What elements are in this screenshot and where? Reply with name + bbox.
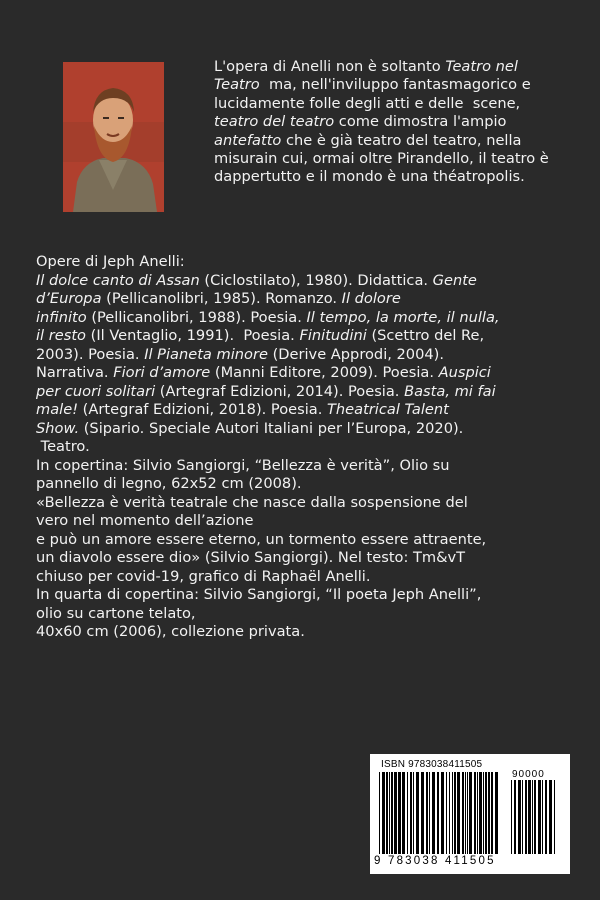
intro-text-1: L'opera di Anelli non è soltanto: [214, 58, 446, 75]
author-portrait: [63, 62, 164, 212]
work-title: d’Europa: [36, 290, 102, 307]
work-text: «Bellezza è verità teatrale che nasce dalla sospensione del: [36, 493, 468, 511]
works-line: [36, 420, 576, 439]
work-text: chiuso per covid-19, grafico di Raphaël Anelli.: [36, 567, 371, 585]
work-text: Narrativa.: [36, 364, 114, 381]
works-line: [36, 494, 576, 513]
works-line: [36, 290, 576, 309]
work-text: pannello di legno, 62x52 cm (2008).: [36, 475, 302, 492]
work-text: olio su cartone telato,: [36, 604, 196, 622]
intro-text-7: che è già teatro del teatro, nella misurain cui, ormai oltre Pirandello, il teatro è dappertutto e il mondo è una théatropolis.: [214, 131, 554, 186]
work-title: infinito: [36, 308, 87, 326]
works-list: [36, 253, 576, 642]
work-title: Basta, mi fai: [404, 382, 496, 400]
intro-text-6: antefatto: [214, 131, 282, 149]
work-title: Show.: [36, 419, 80, 437]
work-text: un diavolo essere dio» (Silvio Sangiorgi). Nel testo: Tm&vT: [36, 549, 466, 566]
work-title: Auspici: [438, 364, 491, 381]
work-text: 40x60 cm (2006), collezione privata.: [36, 623, 305, 640]
works-line: [36, 272, 576, 291]
work-text: (Artegraf Edizioni, 2018). Poesia.: [78, 401, 327, 418]
works-line: [36, 475, 576, 494]
work-text: (Pellicanolibri, 1988). Poesia.: [86, 308, 307, 326]
work-title: Theatrical Talent: [327, 401, 449, 418]
work-title: per cuori solitari: [36, 382, 156, 400]
works-line: [36, 253, 576, 272]
barcode-addon-bars: [510, 780, 558, 854]
works-line: [36, 568, 576, 587]
work-title: Gente: [432, 271, 477, 289]
works-line: [36, 309, 576, 328]
work-text: e può un amore essere eterno, un tormento essere attraente,: [36, 530, 487, 548]
intro-text-5: come dimostra l'ampio: [334, 113, 512, 131]
work-text: (Manni Editore, 2009). Poesia.: [210, 364, 439, 381]
works-line: [36, 346, 576, 365]
work-title: Il tempo, la morte, il nulla,: [306, 308, 500, 326]
work-text: (Derive Approdi, 2004).: [267, 345, 444, 363]
work-title: Finitudini: [299, 327, 367, 344]
intro-text-2: Teatro nel Teatro: [214, 58, 523, 94]
work-text: Teatro.: [36, 438, 90, 455]
work-title: il resto: [36, 327, 86, 344]
work-text: (Ciclostilato), 1980). Didattica.: [199, 271, 433, 289]
work-text: In quarta di copertina: Silvio Sangiorgi, “Il poeta Jeph Anelli”,: [36, 586, 482, 603]
work-title: Il dolce canto di Assan: [36, 271, 200, 289]
work-text: (Sipario. Speciale Autori Italiani per l’Europa, 2020).: [79, 419, 464, 437]
work-text: vero nel momento dell’azione: [36, 512, 254, 529]
work-text: In copertina: Silvio Sangiorgi, “Bellezza è verità”, Olio su: [36, 456, 450, 474]
work-text: Opere di Jeph Anelli:: [36, 253, 185, 270]
work-text: 2003). Poesia.: [36, 345, 145, 363]
barcode-addon-number: 90000: [512, 769, 545, 780]
works-line: [36, 327, 576, 346]
works-line: [36, 364, 576, 383]
works-line: [36, 383, 576, 402]
work-title: male!: [36, 401, 79, 418]
work-title: Il Pianeta minore: [144, 345, 268, 363]
work-text: (Il Ventaglio, 1991). Poesia.: [85, 327, 300, 344]
works-line: [36, 531, 576, 550]
works-line: [36, 457, 576, 476]
works-line: [36, 623, 576, 642]
work-title: Il dolore: [341, 290, 401, 307]
barcode-main-bars: [378, 772, 498, 854]
intro-paragraph: [214, 58, 559, 187]
works-line: [36, 438, 576, 457]
intro-text-4: teatro del teatro: [214, 113, 335, 131]
works-line: [36, 512, 576, 531]
works-line: [36, 401, 576, 420]
work-text: (Pellicanolibri, 1985). Romanzo.: [101, 290, 342, 307]
isbn-barcode: [370, 754, 570, 874]
intro-text-3: ma, nell'inviluppo fantasmagorico e lucidamente folle degli atti e delle scene,: [214, 76, 536, 112]
works-line: [36, 586, 576, 605]
work-text: (Scettro del Re,: [366, 327, 485, 344]
barcode-ean-digits: 9 783038 411505: [374, 855, 496, 867]
work-text: (Artegraf Edizioni, 2014). Poesia.: [155, 382, 405, 400]
work-title: Fiori d’amore: [113, 364, 211, 381]
works-line: [36, 549, 576, 568]
isbn-label: ISBN 9783038411505: [381, 759, 483, 770]
works-line: [36, 605, 576, 624]
